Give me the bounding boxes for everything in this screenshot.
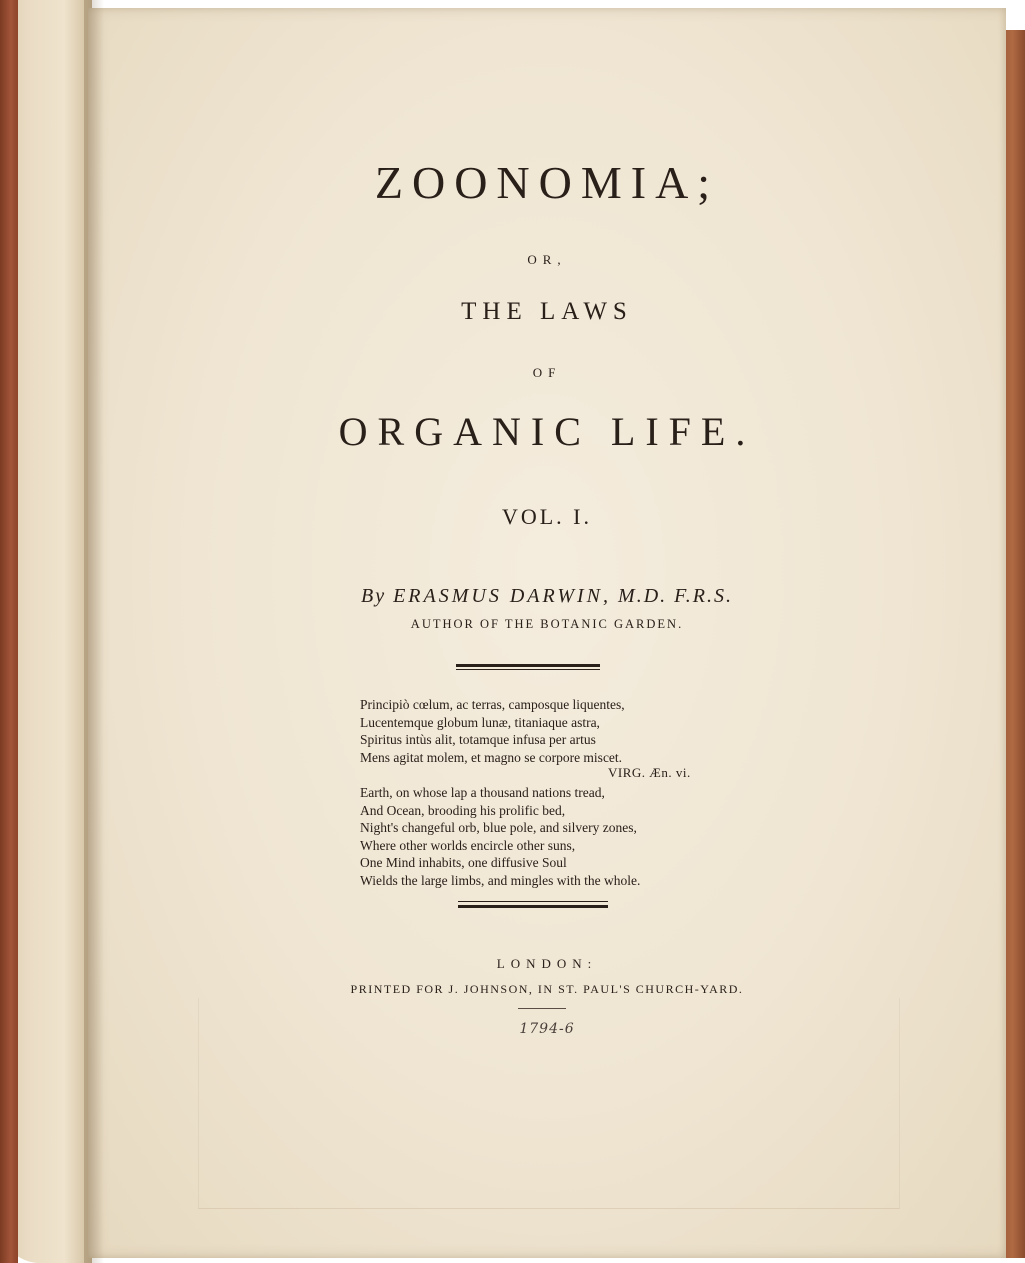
- epigraph-latin-line: Mens agitat molem, et magno se corpore miscet.: [360, 749, 623, 765]
- epigraph-english: [360, 784, 780, 889]
- rule-upper-thick: [456, 664, 600, 667]
- epigraph-latin: [360, 696, 780, 766]
- epigraph-english-line: Night's changeful orb, blue pole, and silvery zones,: [360, 820, 637, 835]
- of-connector: OF: [532, 365, 562, 380]
- epigraph-attribution: VIRG. Æn. vi.: [608, 765, 691, 780]
- epigraph-english-line: Where other worlds encircle other suns,: [360, 837, 576, 853]
- binding-edge: [0, 0, 18, 1263]
- rule-date: [518, 1008, 566, 1009]
- epigraph-latin-line: Lucentemque globum lunæ, titaniaque astra,: [360, 714, 600, 730]
- author-by: By: [361, 585, 387, 607]
- volume-label: VOL. I.: [501, 504, 593, 529]
- rule-lower-thick: [458, 905, 608, 908]
- subtitle-line-1: THE LAWS: [461, 298, 633, 325]
- rule-upper-thin: [456, 669, 600, 670]
- epigraph-latin-line: Spiritus intùs alit, totamque infusa per artus: [360, 732, 596, 747]
- epigraph-english-line: Earth, on whose lap a thousand nations tread,: [360, 785, 605, 800]
- epigraph-english-line: One Mind inhabits, one diffusive Soul: [360, 855, 567, 870]
- book-title: ZOONOMIA;: [374, 157, 720, 208]
- author-line: [88, 585, 1006, 608]
- author-credentials: M.D. F.R.S.: [618, 585, 733, 607]
- imprint-printer: PRINTED FOR J. JOHNSON, IN ST. PAUL'S CHURCH-YARD.: [350, 982, 744, 996]
- or-connector: OR,: [527, 252, 567, 267]
- epigraph-english-line: And Ocean, brooding his prolific bed,: [360, 802, 566, 818]
- gutter-shadow: [84, 0, 104, 1263]
- handwritten-date: 1794-6: [519, 1021, 575, 1037]
- rule-lower-thin: [458, 901, 608, 902]
- imprint-city: LONDON:: [496, 956, 598, 971]
- author-description: AUTHOR OF THE BOTANIC GARDEN.: [410, 617, 684, 631]
- subtitle-line-2: ORGANIC LIFE.: [338, 409, 756, 454]
- author-name: ERASMUS DARWIN,: [393, 585, 612, 607]
- epigraph-latin-line: Principiò cœlum, ac terras, camposque liquentes,: [360, 697, 625, 712]
- title-page: [88, 8, 1006, 1258]
- epigraph-english-line: Wields the large limbs, and mingles with the whole.: [360, 872, 641, 888]
